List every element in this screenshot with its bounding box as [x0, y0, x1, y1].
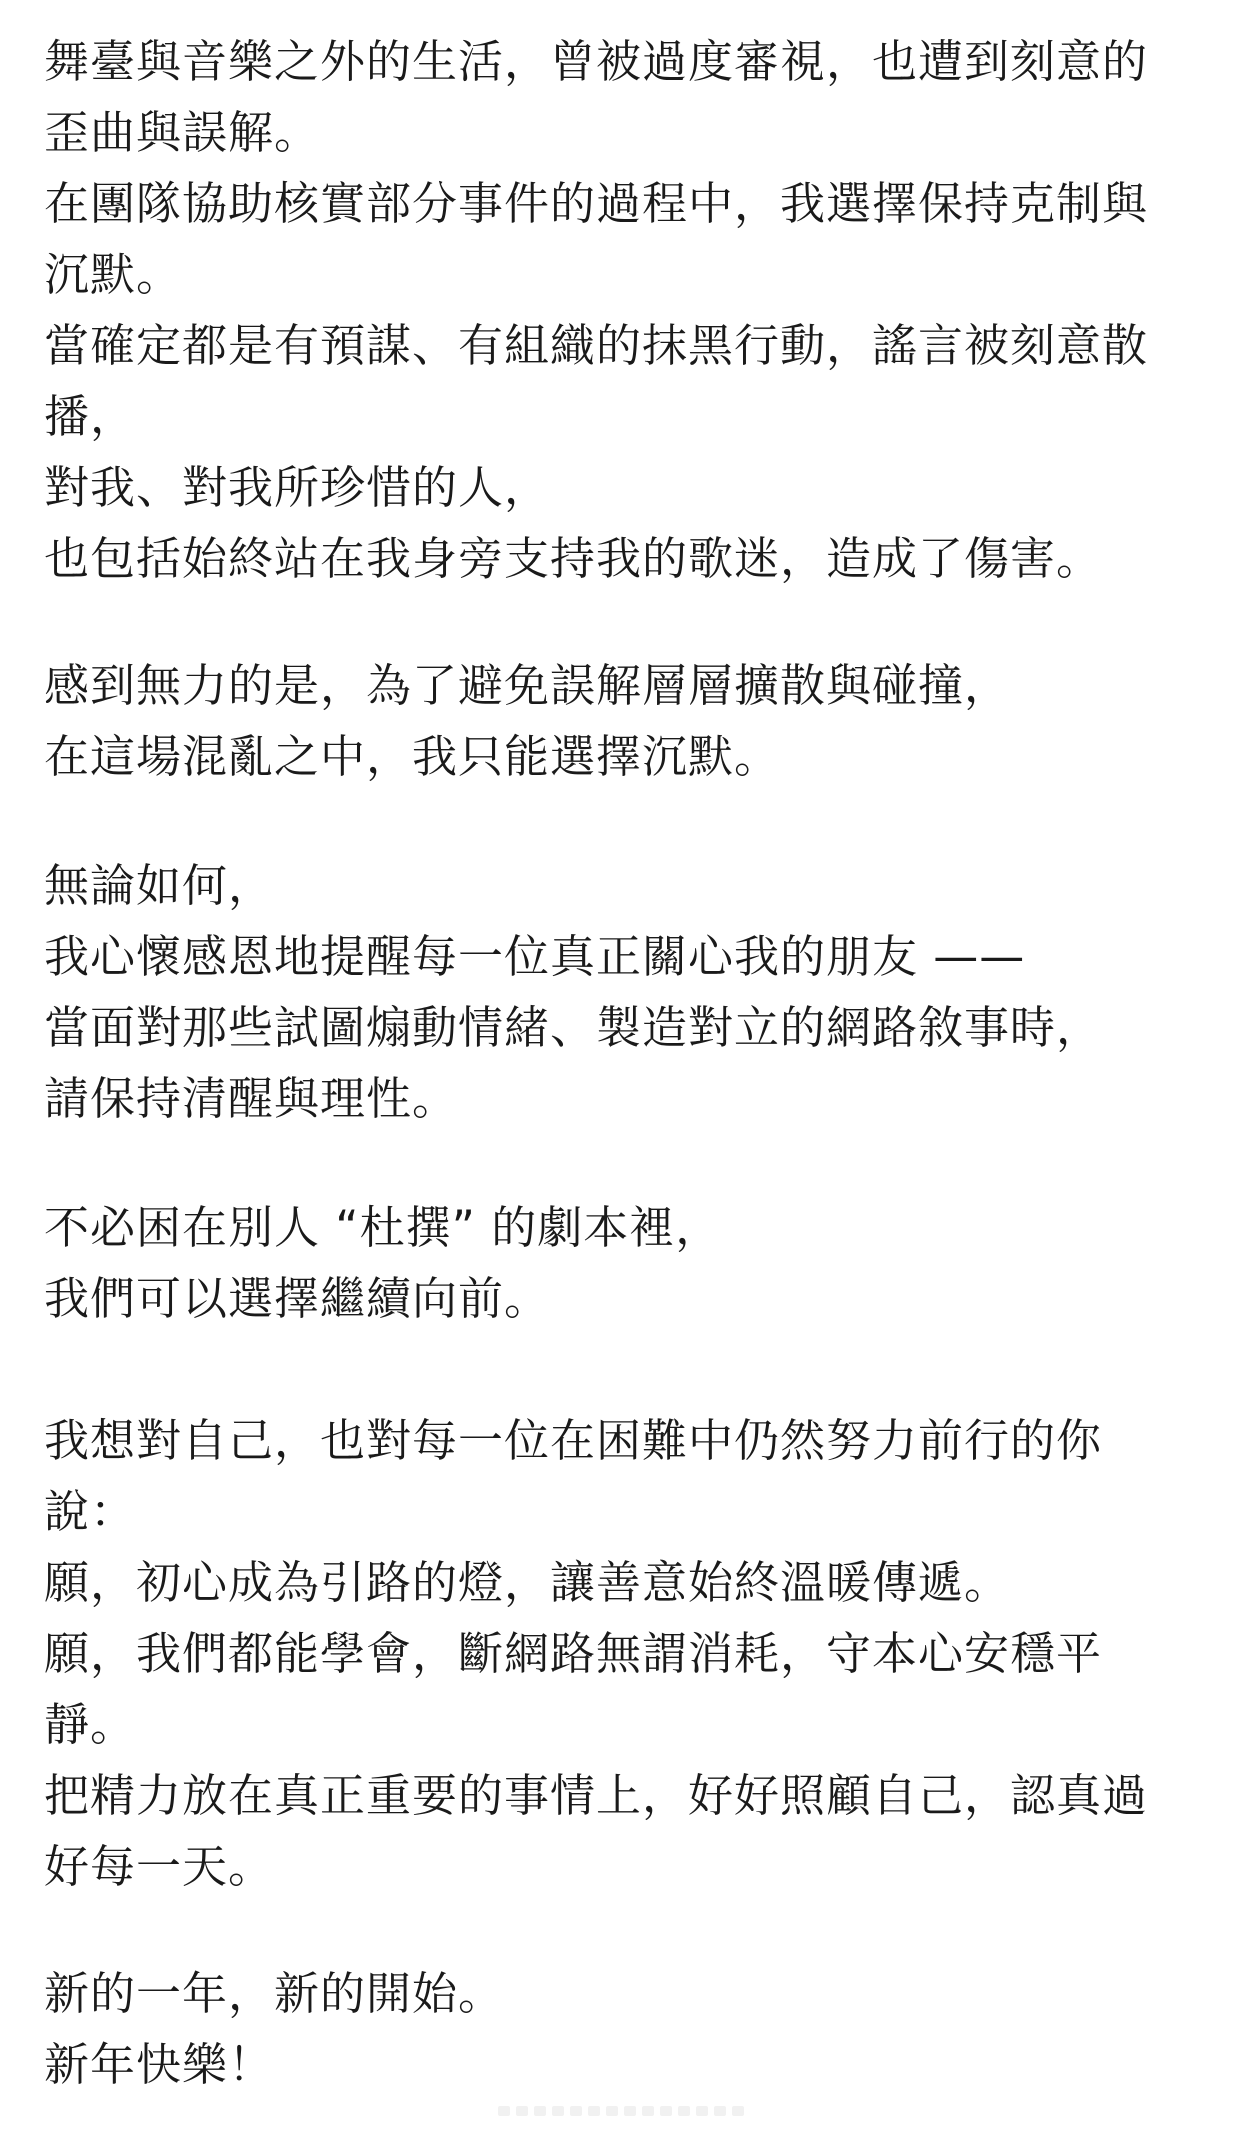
text-line: 舞臺與音樂之外的生活，曾被過度審視，也遭到刻意的	[44, 35, 1149, 88]
indicator-segment	[642, 2106, 654, 2116]
text-line: 當面對那些試圖煽動情緒、製造對立的網路敘事時，	[44, 1001, 1103, 1054]
indicator-segment	[498, 2106, 510, 2116]
text-line: 不必困在別人 “杜撰” 的劇本裡，	[44, 1201, 722, 1254]
text-line: 靜。	[44, 1698, 137, 1751]
text-line: 說：	[44, 1485, 137, 1538]
text-line: 在團隊協助核實部分事件的過程中，我選擇保持克制與	[44, 177, 1149, 230]
text-line: 對我、對我所珍惜的人，	[44, 461, 551, 514]
text-line: 請保持清醒與理性。	[44, 1072, 459, 1125]
text-line: 歪曲與誤解。	[44, 106, 321, 159]
indicator-segment	[696, 2106, 708, 2116]
indicator-segment	[732, 2106, 744, 2116]
text-line: 沉默。	[44, 248, 183, 301]
text-line: 願，初心成為引路的燈，讓善意始終溫暖傳遞。	[44, 1556, 1011, 1609]
indicator-segment	[552, 2106, 564, 2116]
text-line: 在這場混亂之中，我只能選擇沉默。	[44, 730, 781, 783]
text-line: 願，我們都能學會，斷網路無謂消耗，守本心安穩平	[44, 1627, 1103, 1680]
text-line: 感到無力的是，為了避免誤解層層擴散與碰撞，	[44, 659, 1011, 712]
text-line: 把精力放在真正重要的事情上，好好照顧自己，認真過	[44, 1769, 1149, 1822]
text-line: 我想對自己，也對每一位在困難中仍然努力前行的你	[44, 1414, 1103, 1467]
indicator-segment	[570, 2106, 582, 2116]
text-line: 我們可以選擇繼續向前。	[44, 1272, 551, 1325]
indicator-segment	[588, 2106, 600, 2116]
image-page-indicator	[490, 2106, 752, 2116]
text-line: 我心懷感恩地提醒每一位真正關心我的朋友 ——	[44, 930, 1026, 983]
indicator-segment	[660, 2106, 672, 2116]
indicator-segment	[678, 2106, 690, 2116]
indicator-segment	[606, 2106, 618, 2116]
text-line: 好每一天。	[44, 1840, 275, 1893]
text-line: 無論如何，	[44, 859, 275, 912]
text-line: 也包括始終站在我身旁支持我的歌迷，造成了傷害。	[44, 532, 1103, 585]
indicator-segment	[516, 2106, 528, 2116]
text-line: 新年快樂！	[44, 2038, 275, 2091]
text-line: 播，	[44, 390, 137, 443]
text-line: 新的一年，新的開始。	[44, 1967, 505, 2020]
indicator-segment	[714, 2106, 726, 2116]
indicator-segment	[624, 2106, 636, 2116]
indicator-segment	[534, 2106, 546, 2116]
text-line: 當確定都是有預謀、有組織的抹黑行動，謠言被刻意散	[44, 319, 1149, 372]
